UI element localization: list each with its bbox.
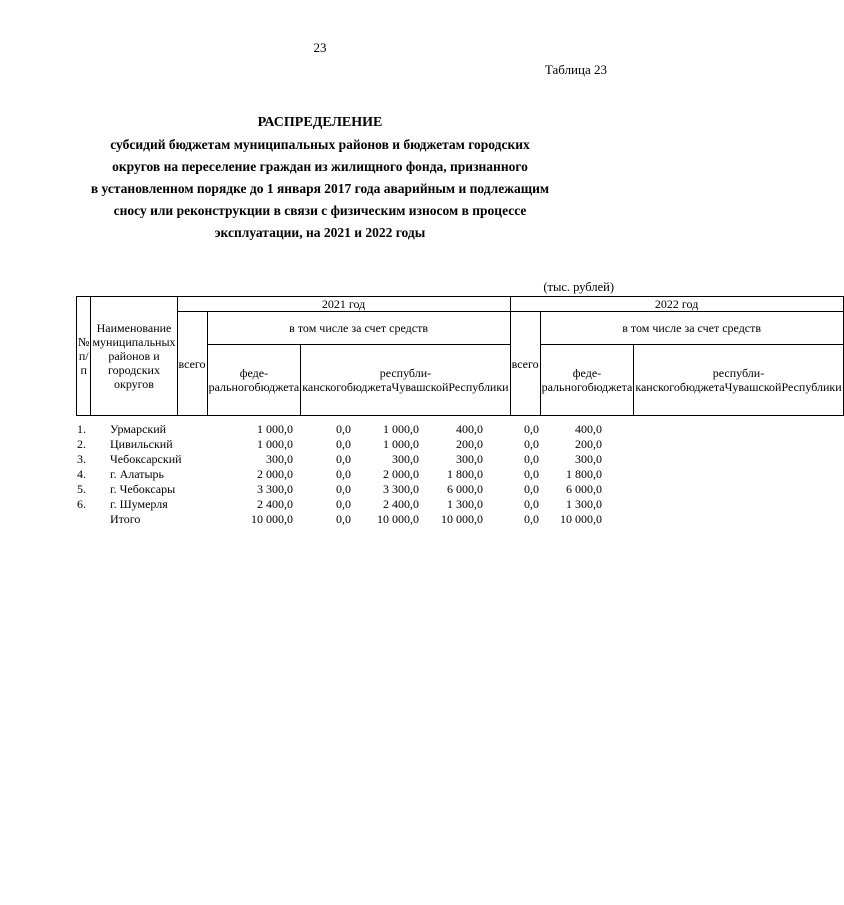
cell-f2021: 0,0	[336, 512, 351, 526]
header-total-2021: всего	[177, 312, 207, 416]
header-federal-2022: феде-ральногобюджета	[540, 345, 634, 416]
cell-name: г. Чебоксары	[110, 482, 176, 496]
table-row	[76, 452, 607, 467]
table-row	[76, 422, 607, 437]
cell-r2021: 300,0	[392, 452, 419, 466]
cell-t2021: 2 400,0	[257, 497, 293, 511]
header-including-2021: в том числе за счет средств	[207, 312, 510, 345]
cell-num: 5.	[77, 482, 86, 496]
cell-num: 6.	[77, 497, 86, 511]
heading-line: округов на переселение граждан из жилищного фонда, признанного	[112, 159, 528, 174]
cell-t2021: 300,0	[266, 452, 293, 466]
cell-f2022: 0,0	[524, 467, 539, 481]
cell-f2022: 0,0	[524, 452, 539, 466]
cell-t2022: 1 300,0	[447, 497, 483, 511]
cell-num: 4.	[77, 467, 86, 481]
header-total-2022: всего	[510, 312, 540, 416]
cell-t2021: 3 300,0	[257, 482, 293, 496]
cell-t2021: 2 000,0	[257, 467, 293, 481]
cell-f2022: 0,0	[524, 482, 539, 496]
table-label: Таблица 23	[544, 62, 607, 77]
cell-name: Урмарский	[110, 422, 167, 436]
cell-name: г. Алатырь	[110, 467, 165, 481]
cell-t2022: 300,0	[456, 452, 483, 466]
header-name: Наименование муниципальных районов и городских округов	[91, 297, 177, 416]
cell-num: 3.	[77, 452, 86, 466]
cell-f2022: 0,0	[524, 497, 539, 511]
header-republican-2021: республи-канскогобюджетаЧувашскойРеспублики	[301, 345, 510, 416]
cell-r2022: 1 300,0	[566, 497, 602, 511]
table-row	[76, 512, 607, 527]
heading-line: субсидий бюджетам муниципальных районов и бюджетам городских	[110, 137, 530, 152]
cell-r2021: 2 000,0	[383, 467, 419, 481]
header-republican-2022: республи-канскогобюджетаЧувашскойРеспублики	[634, 345, 843, 416]
cell-t2021: 10 000,0	[251, 512, 293, 526]
cell-name: Чебоксарский	[110, 452, 182, 466]
cell-r2022: 400,0	[575, 422, 602, 436]
cell-f2022: 0,0	[524, 512, 539, 526]
page-number: 23	[313, 40, 327, 55]
cell-t2021: 1 000,0	[257, 422, 293, 436]
cell-r2021: 1 000,0	[383, 422, 419, 436]
header-including-2022: в том числе за счет средств	[540, 312, 843, 345]
cell-name: г. Шумерля	[110, 497, 168, 511]
cell-name: Цивильский	[110, 437, 173, 451]
cell-r2022: 10 000,0	[560, 512, 602, 526]
cell-t2022: 1 800,0	[447, 467, 483, 481]
cell-num	[76, 512, 106, 527]
heading-line: в установленном порядке до 1 января 2017 года аварийным и подлежащим	[90, 181, 550, 196]
cell-f2021: 0,0	[336, 437, 351, 451]
cell-f2022: 0,0	[524, 437, 539, 451]
cell-r2021: 2 400,0	[383, 497, 419, 511]
document-heading	[60, 112, 580, 244]
cell-f2021: 0,0	[336, 482, 351, 496]
cell-t2022: 400,0	[456, 422, 483, 436]
table-row	[76, 482, 607, 497]
cell-name: Итого	[110, 512, 141, 526]
cell-r2021: 1 000,0	[383, 437, 419, 451]
cell-t2022: 6 000,0	[447, 482, 483, 496]
header-num: № п/п	[77, 297, 91, 416]
cell-num: 1.	[77, 422, 86, 436]
cell-r2022: 300,0	[575, 452, 602, 466]
units-label: (тыс. рублей)	[543, 280, 614, 294]
cell-f2021: 0,0	[336, 497, 351, 511]
heading-title: РАСПРЕДЕЛЕНИЕ	[257, 115, 383, 130]
table-header	[76, 296, 844, 416]
header-year-2022: 2022 год	[510, 297, 843, 312]
table-row	[76, 497, 607, 512]
table-row	[76, 437, 607, 452]
cell-f2021: 0,0	[336, 467, 351, 481]
cell-r2021: 3 300,0	[383, 482, 419, 496]
cell-r2022: 6 000,0	[566, 482, 602, 496]
header-year-2021: 2021 год	[177, 297, 510, 312]
cell-f2021: 0,0	[336, 452, 351, 466]
cell-f2022: 0,0	[524, 422, 539, 436]
cell-r2021: 10 000,0	[377, 512, 419, 526]
cell-t2022: 10 000,0	[441, 512, 483, 526]
table-row	[76, 467, 607, 482]
cell-r2022: 200,0	[575, 437, 602, 451]
cell-num: 2.	[77, 437, 86, 451]
cell-r2022: 1 800,0	[566, 467, 602, 481]
table-body	[76, 422, 607, 527]
cell-f2021: 0,0	[336, 422, 351, 436]
cell-t2022: 200,0	[456, 437, 483, 451]
header-federal-2021: феде-ральногобюджета	[207, 345, 301, 416]
heading-line: сносу или реконструкции в связи с физическим износом в процессе	[113, 203, 527, 218]
cell-t2021: 1 000,0	[257, 437, 293, 451]
heading-line: эксплуатации, на 2021 и 2022 годы	[214, 225, 426, 240]
